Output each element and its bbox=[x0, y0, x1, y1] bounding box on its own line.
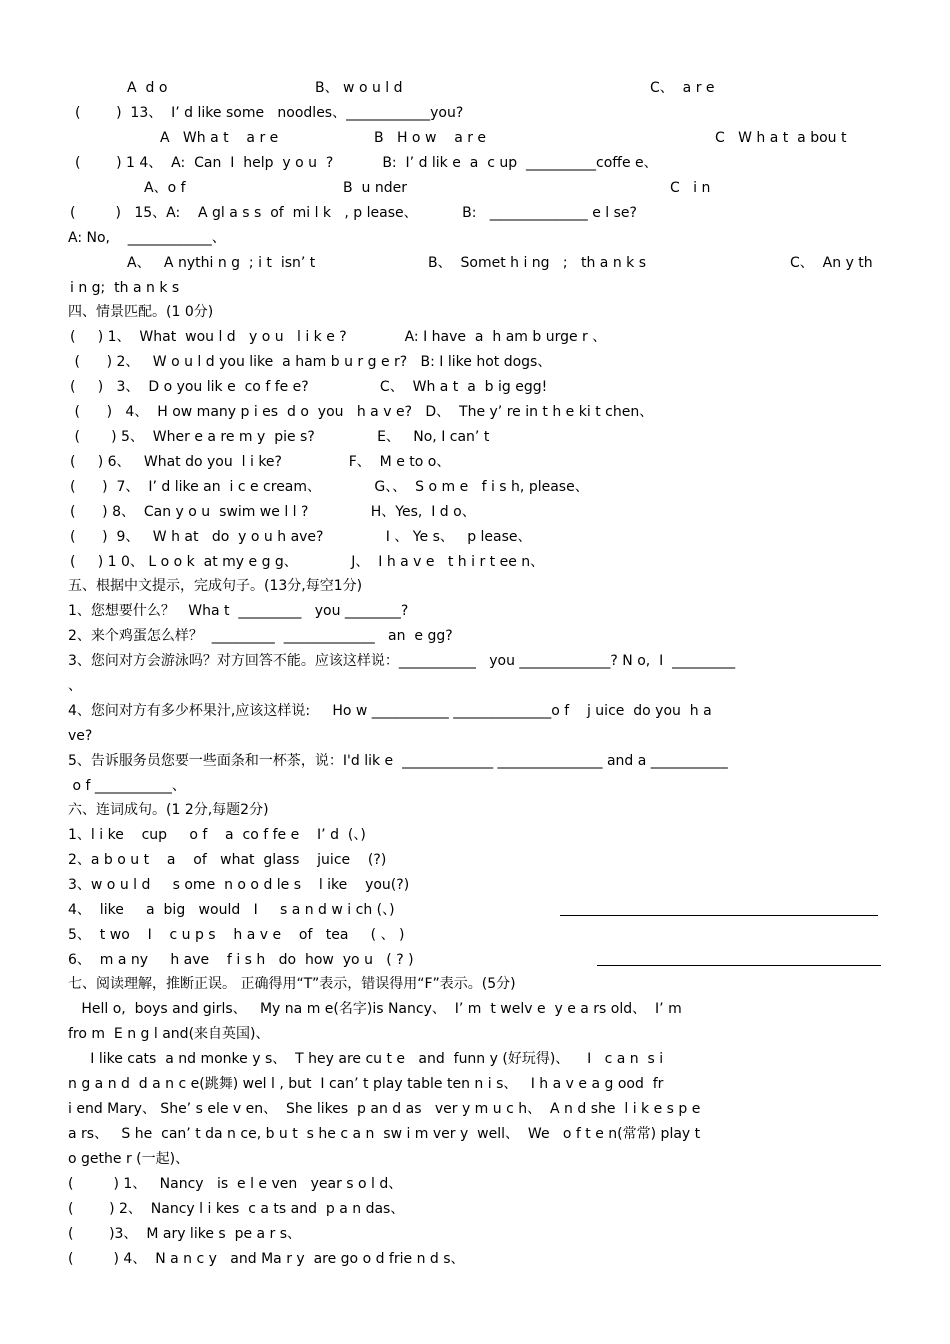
fill-4-cont: ve? bbox=[68, 728, 93, 744]
option-15a: A、o f bbox=[144, 180, 186, 196]
option-15c: C i n bbox=[670, 180, 711, 196]
option-13c: C、 a r e bbox=[650, 80, 715, 96]
option-14b: B H o w a r e bbox=[374, 130, 487, 146]
match-3: ( ) 3、 D o you lik e co f fe e? C、 Wh a t a b ig egg! bbox=[70, 379, 548, 395]
order-6: 6、 m a ny h ave f i s h do how yo u ( ? ) bbox=[68, 952, 414, 968]
match-7: ( ) 7、 I’ d like an i c e cream、 G、、 S o m e f i s h, please、 bbox=[70, 479, 589, 495]
option-14c: C W h a t a bou t bbox=[715, 130, 847, 146]
option-16c: C、 An y th bbox=[790, 255, 873, 271]
tf-1: ( ) 1、 Nancy is e l e ven year s o l d、 bbox=[68, 1176, 403, 1192]
passage-line-2: fro m E n g l and(来自英国)、 bbox=[68, 1026, 270, 1042]
question-13: ( ) 13、 I’ d like some noodles、____________you? bbox=[75, 105, 464, 121]
passage-line-1: Hell o, boys and girls、 My na m e(名字)is Nancy、 I’ m t welv e y e a rs old、 I’ m bbox=[68, 1001, 682, 1017]
order-2: 2、a b o u t a of what glass juice (?) bbox=[68, 852, 387, 868]
fill-2: 2、来个鸡蛋怎么样？ _________ _____________ an e gg? bbox=[68, 628, 453, 644]
tf-3: ( )3、 M ary like s pe a r s、 bbox=[68, 1226, 302, 1242]
section-5-title: 五、根据中文提示，完成句子。(13分,每空1分) bbox=[68, 578, 363, 594]
fill-4: 4、您问对方有多少杯果汁,应该这样说: Ho w ___________ ______________o f j uice do you h a bbox=[68, 703, 712, 719]
section-6-title: 六、连词成句。(1 2分,每题2分) bbox=[68, 802, 269, 818]
tf-4: ( ) 4、 N a n c y and Ma r y are go o d frie n d s、 bbox=[68, 1251, 465, 1267]
option-16a: A、 A nythi n g ; i t isn’ t bbox=[127, 255, 316, 271]
tf-2: ( ) 2、 Nancy l i kes c a ts and p a n das、 bbox=[68, 1201, 405, 1217]
passage-line-7: o gethe r (一起)、 bbox=[68, 1151, 190, 1167]
fill-3: 3、您问对方会游泳吗？对方回答不能。应该这样说：___________ you _____________? N o, I _________ bbox=[68, 653, 736, 669]
option-16b: B、 Somet h i ng ; th a n k s bbox=[428, 255, 647, 271]
passage-line-5: i end Mary、 She’ s ele v en、 She likes p an d as ver y m u c h、 A n d she l i k e s p e bbox=[68, 1101, 701, 1117]
section-7-title: 七、阅读理解，推断正误。 正确得用“T”表示，错误得用“F”表示。(5分) bbox=[68, 976, 516, 992]
fill-5: 5、告诉服务员您要一些面条和一杯茶，说：I'd lik e _____________ _______________ and a ___________ bbox=[68, 753, 728, 769]
question-15-cont: A: No, ____________、 bbox=[68, 230, 226, 246]
passage-line-6: a rs、 S he can’ t da n ce, b u t s he c a n sw i m ver y well、 We o f t e n(常常) play t bbox=[68, 1126, 701, 1142]
match-2: ( ) 2、 W o u l d you like a ham b u r g e r? B: I like hot dogs、 bbox=[70, 354, 552, 370]
match-9: ( ) 9、 W h at do y o u h ave? I 、 Ye s、 p lease、 bbox=[70, 529, 532, 545]
question-15: ( ) 15、A: A gl a s s of mi l k , p lease、 B: ______________ e l se? bbox=[70, 205, 637, 221]
order-3: 3、w o u l d s ome n o o d le s l ike you(?) bbox=[68, 877, 410, 893]
question-14: ( ) 1 4、 A: Can I help y o u ? B: I’ d lik e a c up __________coffe e、 bbox=[75, 155, 658, 171]
fill-3-cont: 、 bbox=[68, 678, 82, 694]
section-4-title: 四、情景匹配。(1 0分) bbox=[68, 304, 214, 320]
answer-line-6[interactable] bbox=[597, 965, 881, 966]
match-5: ( ) 5、 Wher e a re m y pie s? E、 No, I can’ t bbox=[70, 429, 490, 445]
order-4: 4、 like a big would I s a n d w i ch (、) bbox=[68, 902, 395, 918]
order-5: 5、 t wo I c u p s h a v e of tea ( 、 ) bbox=[68, 927, 405, 943]
order-1: 1、l i ke cup o f a co f fe e I’ d (、) bbox=[68, 827, 366, 843]
match-6: ( ) 6、 What do you l i ke? F、 M e to o、 bbox=[70, 454, 451, 470]
passage-line-3: I like cats a nd monke y s、 T hey are cu t e and funn y (好玩得)、 I c a n s i bbox=[68, 1051, 664, 1067]
option-15b: B u nder bbox=[343, 180, 407, 196]
fill-5-cont: o f ___________、 bbox=[68, 778, 186, 794]
passage-line-4: n g a n d d a n c e(跳舞) wel l , but I can’ t play table ten n i s、 I h a v e a g ood fr bbox=[68, 1076, 664, 1092]
option-14a: A Wh a t a r e bbox=[160, 130, 279, 146]
fill-1: 1、您想要什么？ Wha t _________ you ________? bbox=[68, 603, 409, 619]
match-1: ( ) 1、 What wou l d y o u l i k e ? A: I have a h am b urge r 、 bbox=[70, 329, 607, 345]
option-16c-cont: i n g; th a n k s bbox=[70, 280, 180, 296]
match-10: ( ) 1 0、 L o o k at my e g g、 J、 I h a v e t h i r t ee n、 bbox=[70, 554, 545, 570]
answer-line-4[interactable] bbox=[560, 915, 878, 916]
match-4: ( ) 4、 H ow many p i es d o you h a v e? D、 The y’ re in t h e ki t chen、 bbox=[70, 404, 654, 420]
option-13a: A d o bbox=[127, 80, 168, 96]
match-8: ( ) 8、 Can y o u swim we l l ? H、Yes, I d o、 bbox=[70, 504, 476, 520]
option-13b: B、 w o u l d bbox=[315, 80, 403, 96]
